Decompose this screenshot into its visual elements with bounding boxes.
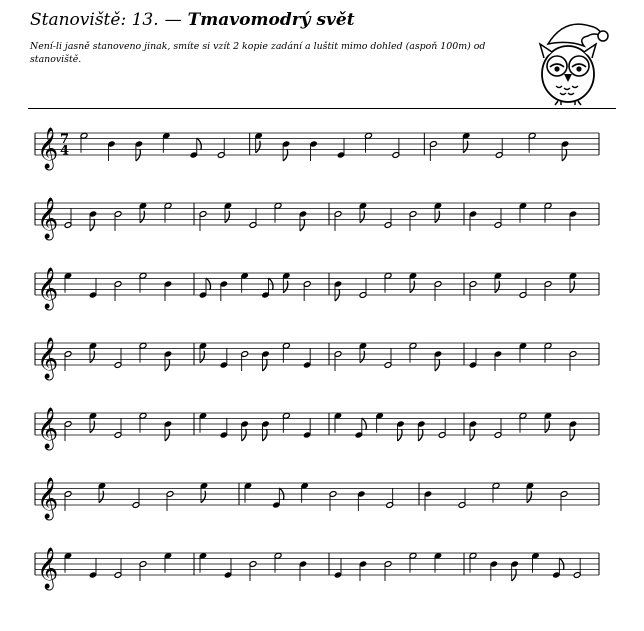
note xyxy=(89,278,97,298)
note-flag xyxy=(570,281,575,293)
note xyxy=(166,491,174,511)
color-name: Tmavomodrý svět xyxy=(187,10,355,30)
note xyxy=(490,561,498,581)
note xyxy=(241,421,249,441)
note xyxy=(329,491,337,511)
note-flag xyxy=(90,351,95,363)
treble-clef-icon: 𝄞 xyxy=(37,408,59,449)
note xyxy=(334,211,342,231)
note xyxy=(139,561,147,581)
note xyxy=(299,561,307,581)
note xyxy=(434,351,442,371)
note xyxy=(114,281,122,301)
note xyxy=(89,211,97,231)
note xyxy=(409,211,417,231)
note xyxy=(469,211,477,231)
note xyxy=(114,348,122,368)
note xyxy=(469,348,477,368)
note-flag xyxy=(99,491,104,503)
note xyxy=(217,138,225,158)
note xyxy=(469,281,477,301)
note xyxy=(357,491,365,511)
staff-system xyxy=(35,127,599,170)
note xyxy=(114,558,122,578)
note xyxy=(249,561,257,581)
note-flag xyxy=(90,421,95,433)
note xyxy=(220,281,228,301)
note xyxy=(561,141,569,161)
note xyxy=(164,421,172,441)
note xyxy=(114,418,122,438)
staff-system xyxy=(35,547,599,590)
note-flag xyxy=(201,491,206,503)
note xyxy=(132,488,140,508)
note-flag xyxy=(435,211,440,223)
note xyxy=(64,208,72,228)
note xyxy=(303,348,311,368)
note xyxy=(417,421,425,441)
note xyxy=(384,208,392,228)
note-flag xyxy=(410,281,415,293)
note xyxy=(64,351,72,371)
note xyxy=(310,141,318,161)
note xyxy=(494,351,502,371)
note xyxy=(89,558,97,578)
note xyxy=(282,141,290,161)
note xyxy=(303,418,311,438)
treble-clef-icon: 𝄞 xyxy=(37,338,59,379)
note xyxy=(494,208,502,228)
note xyxy=(458,488,466,508)
treble-clef-icon: 𝄞 xyxy=(37,198,59,239)
note xyxy=(64,421,72,441)
note xyxy=(359,561,367,581)
owl-with-nightcap-icon xyxy=(528,14,610,106)
treble-clef-icon: 𝄞 xyxy=(37,128,59,169)
note xyxy=(424,491,432,511)
note xyxy=(560,491,568,511)
note xyxy=(64,491,72,511)
page-header xyxy=(0,0,644,108)
note xyxy=(334,351,342,371)
note xyxy=(386,488,394,508)
note xyxy=(544,281,552,301)
note xyxy=(262,421,270,441)
note xyxy=(220,348,228,368)
note xyxy=(573,558,581,578)
note xyxy=(494,418,502,438)
note xyxy=(334,281,342,301)
note xyxy=(241,351,249,371)
note xyxy=(199,211,207,231)
station-label: Stanoviště: 13. xyxy=(30,10,159,30)
note-flag xyxy=(495,281,500,293)
note-flag xyxy=(463,141,468,153)
music-score xyxy=(0,115,644,631)
note xyxy=(262,351,270,371)
note-flag xyxy=(140,211,145,223)
note-flag xyxy=(360,211,365,223)
staff-system xyxy=(35,337,599,380)
note xyxy=(384,348,392,368)
title-separator: — xyxy=(164,10,182,30)
note xyxy=(434,281,442,301)
note xyxy=(135,141,143,161)
note xyxy=(469,421,477,441)
note xyxy=(337,138,345,158)
note xyxy=(249,208,257,228)
note xyxy=(495,138,503,158)
note xyxy=(299,211,307,231)
staff-system xyxy=(35,267,599,310)
note xyxy=(224,558,232,578)
time-signature-top: 7 xyxy=(60,132,70,147)
note xyxy=(164,351,172,371)
time-signature-bottom: 4 xyxy=(60,143,70,159)
treble-clef-icon: 𝄞 xyxy=(37,478,59,519)
treble-clef-icon: 𝄞 xyxy=(37,268,59,309)
instructions-text: Není-li jasně stanoveno jinak, smíte si vzít 2 kopie zadání a luštit mimo dohled (aspoň 100m) od stanoviště. xyxy=(30,41,486,65)
note xyxy=(569,211,577,231)
note xyxy=(397,421,405,441)
note xyxy=(429,141,437,161)
staff-system xyxy=(35,197,599,240)
staff-system xyxy=(35,477,599,520)
note xyxy=(392,138,400,158)
note xyxy=(108,141,116,161)
note-flag xyxy=(527,491,532,503)
note xyxy=(569,421,577,441)
staff-system xyxy=(35,407,599,450)
treble-clef-icon: 𝄞 xyxy=(37,548,59,589)
note xyxy=(303,281,311,301)
note xyxy=(220,418,228,438)
page-title xyxy=(30,10,355,30)
note-flag xyxy=(360,351,365,363)
note-flag xyxy=(545,421,550,433)
note xyxy=(511,561,519,581)
note xyxy=(164,281,172,301)
note-flag xyxy=(225,211,230,223)
note-flag xyxy=(256,141,261,153)
note-flag xyxy=(200,351,205,363)
note xyxy=(519,278,527,298)
note xyxy=(359,278,367,298)
note xyxy=(334,558,342,578)
header-rule xyxy=(28,108,616,109)
note-flag xyxy=(283,281,288,293)
note xyxy=(384,561,392,581)
note xyxy=(114,211,122,231)
note xyxy=(438,418,446,438)
note xyxy=(569,351,577,371)
